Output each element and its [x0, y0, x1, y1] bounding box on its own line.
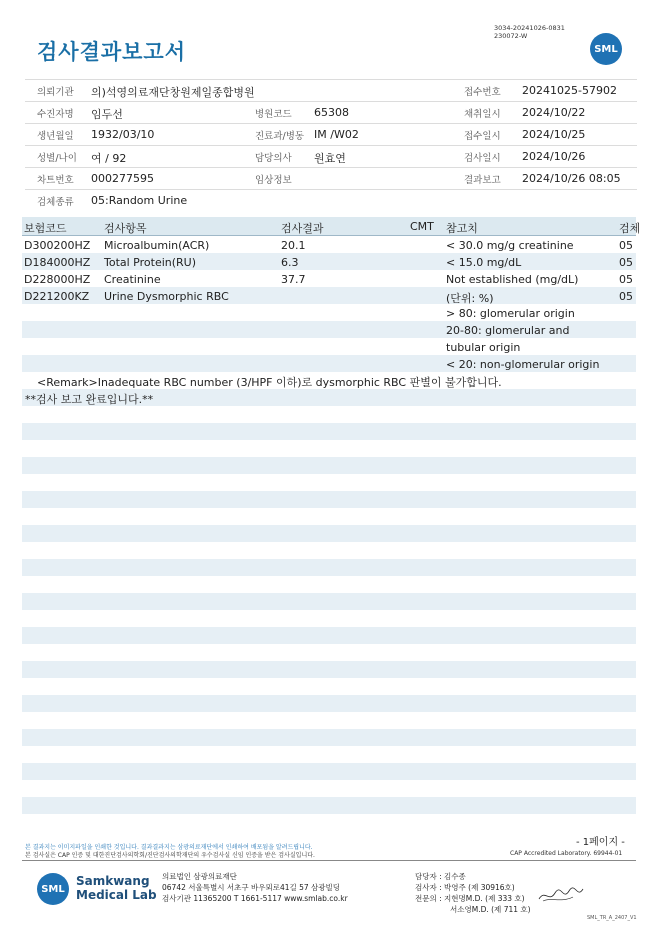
label-physician: 담당의사	[255, 153, 292, 164]
value-physician: 원효연	[314, 152, 346, 165]
result-row	[22, 253, 636, 270]
address-line3: 검사기관 11365200 T 1661-5117 www.smlab.co.kr	[162, 894, 348, 903]
result-row	[22, 270, 636, 287]
form-id: SML_TR_A_2407_V1	[587, 915, 637, 921]
value-report-date: 2024/10/26 08:05	[522, 172, 621, 185]
cell-code: D300200HZ	[24, 239, 91, 252]
label-report-date: 결과보고	[464, 175, 501, 186]
stripe-band	[22, 491, 636, 508]
stripe-band	[22, 763, 636, 780]
cell-specimen: 05	[619, 256, 633, 269]
label-birth-date: 생년월일	[37, 131, 74, 142]
print-notice: 본 결과지는 이미지파일을 인쇄한 것입니다. 결과결과지는 삼광의료재단에서 인쇄하여 배포됨을 알려드립니다.	[25, 844, 313, 851]
brand-name	[76, 874, 157, 902]
label-collection-date: 채취일시	[464, 109, 501, 120]
sml-footer-logo: SML	[37, 873, 69, 905]
label-specimen-type: 검체종류	[37, 197, 74, 208]
header-test-item: 검사항목	[104, 222, 147, 235]
address-line2: 06742 서울특별시 서초구 바우뫼로41길 57 삼광빌딩	[162, 883, 341, 892]
cell-reference: 20-80: glomerular and	[446, 324, 570, 337]
value-test-date: 2024/10/26	[522, 150, 586, 163]
label-received-date: 접수일시	[464, 131, 501, 142]
cell-reference: > 80: glomerular origin	[446, 307, 575, 320]
document-number-line2: 230072-W	[494, 32, 528, 40]
sml-logo: SML	[590, 33, 622, 65]
cell-reference: tubular origin	[446, 341, 521, 354]
value-patient-name: 임두선	[91, 108, 123, 121]
cell-item: Microalbumin(ACR)	[104, 239, 210, 252]
signature-image	[537, 885, 585, 905]
stripe-band	[22, 525, 636, 542]
info-row	[25, 79, 637, 102]
cell-specimen: 05	[619, 273, 633, 286]
brand-line2: Medical Lab	[76, 888, 157, 902]
address-line1: 의료법인 삼광의료재단	[162, 872, 237, 881]
staff-info	[415, 871, 531, 915]
value-department-ward: IM /W02	[314, 128, 359, 141]
info-row	[25, 124, 637, 146]
value-hospital-code: 65308	[314, 106, 349, 119]
value-chart-number: 000277595	[91, 172, 154, 185]
info-row	[25, 168, 637, 190]
cell-reference: < 20: non-glomerular origin	[446, 358, 600, 371]
label-clinical-info: 임상정보	[255, 175, 292, 186]
result-row	[22, 321, 636, 338]
stripe-band	[22, 559, 636, 576]
value-received-date: 2024/10/25	[522, 128, 586, 141]
label-patient-name: 수진자명	[37, 109, 74, 120]
cell-result: 37.7	[281, 273, 306, 286]
stripe-band	[22, 797, 636, 814]
value-specimen-type: 05:Random Urine	[91, 194, 188, 207]
info-row	[25, 146, 637, 168]
header-reference: 참고치	[446, 222, 478, 235]
stripe-band	[22, 695, 636, 712]
result-row	[22, 338, 636, 355]
stripe-band	[22, 423, 636, 440]
cell-result: 20.1	[281, 239, 306, 252]
stripe-band	[22, 661, 636, 678]
info-row-specimen	[25, 190, 637, 210]
label-sex-age: 성별/나이	[37, 153, 77, 164]
page-indicator: - 1페이지 -	[576, 837, 625, 848]
cell-item: Creatinine	[104, 273, 161, 286]
cap-accreditation: CAP Accredited Laboratory. 69944-01	[510, 850, 623, 857]
accreditation-notice: 본 검사실은 CAP 인증 및 대한진단검사의학회/진단검사의학재단의 우수검사실 신임 인증을 받은 검사실입니다.	[25, 852, 315, 859]
label-accession-number: 접수번호	[464, 87, 501, 98]
stripe-band	[22, 457, 636, 474]
label-requesting-institution: 의뢰기관	[37, 87, 74, 98]
label-department-ward: 진료과/병동	[255, 131, 305, 142]
label-hospital-code: 병원코드	[255, 109, 292, 120]
value-birth-date: 1932/03/10	[91, 128, 155, 141]
cell-reference: Not established (mg/dL)	[446, 273, 579, 286]
value-accession-number: 20241025-57902	[522, 84, 617, 97]
result-row	[22, 355, 636, 372]
staff-line1: 담당자 : 김수종	[415, 872, 466, 881]
stripe-band	[22, 729, 636, 746]
value-collection-date: 2024/10/22	[522, 106, 586, 119]
header-insurance-code: 보험코드	[24, 222, 67, 235]
result-row	[22, 236, 636, 253]
cell-specimen: 05	[619, 239, 633, 252]
results-table	[22, 217, 641, 372]
header-specimen: 검체	[619, 222, 641, 235]
brand-line1: Samkwang	[76, 874, 150, 888]
cell-code: D228000HZ	[24, 273, 91, 286]
cell-reference: (단위: %)	[446, 292, 494, 305]
label-test-date: 검사일시	[464, 153, 501, 164]
report-complete-text: **검사 보고 완료입니다.**	[25, 393, 154, 406]
cell-item: Total Protein(RU)	[104, 256, 197, 269]
value-requesting-institution: 의)석영의료재단창원제일종합병원	[91, 86, 255, 99]
results-header	[22, 217, 641, 236]
cell-reference: < 15.0 mg/dL	[446, 256, 522, 269]
header-result: 검사결과	[281, 222, 324, 235]
document-number	[494, 24, 565, 40]
staff-line4: 서소영M.D. (제 711 호)	[450, 905, 531, 914]
label-chart-number: 차트번호	[37, 175, 74, 186]
cell-specimen: 05	[619, 290, 633, 303]
stripe-band	[22, 627, 636, 644]
result-row	[22, 304, 636, 321]
remark-text: <Remark>Inadequate RBC number (3/HPF 이하)로 dysmorphic RBC 판별이 불가합니다.	[37, 376, 502, 389]
cell-item: Urine Dysmorphic RBC	[104, 290, 229, 303]
info-row	[25, 102, 637, 124]
cell-code: D221200KZ	[24, 290, 90, 303]
lab-address	[162, 871, 348, 904]
staff-line3: 전문의 : 지현명M.D. (제 333 호)	[415, 894, 525, 903]
document-number-line1: 3034-20241026-0831	[494, 24, 565, 32]
stripe-band	[22, 593, 636, 610]
report-title: 검사결과보고서	[37, 40, 187, 64]
footer-divider	[22, 860, 636, 861]
result-row	[22, 287, 636, 304]
patient-info-table	[25, 79, 637, 210]
header-cmt: CMT	[410, 220, 434, 233]
cell-reference: < 30.0 mg/g creatinine	[446, 239, 574, 252]
cell-code: D184000HZ	[24, 256, 91, 269]
staff-line2: 검사자 : 박영주 (제 30916호)	[415, 883, 515, 892]
value-sex-age: 여 / 92	[91, 152, 127, 165]
cell-result: 6.3	[281, 256, 299, 269]
